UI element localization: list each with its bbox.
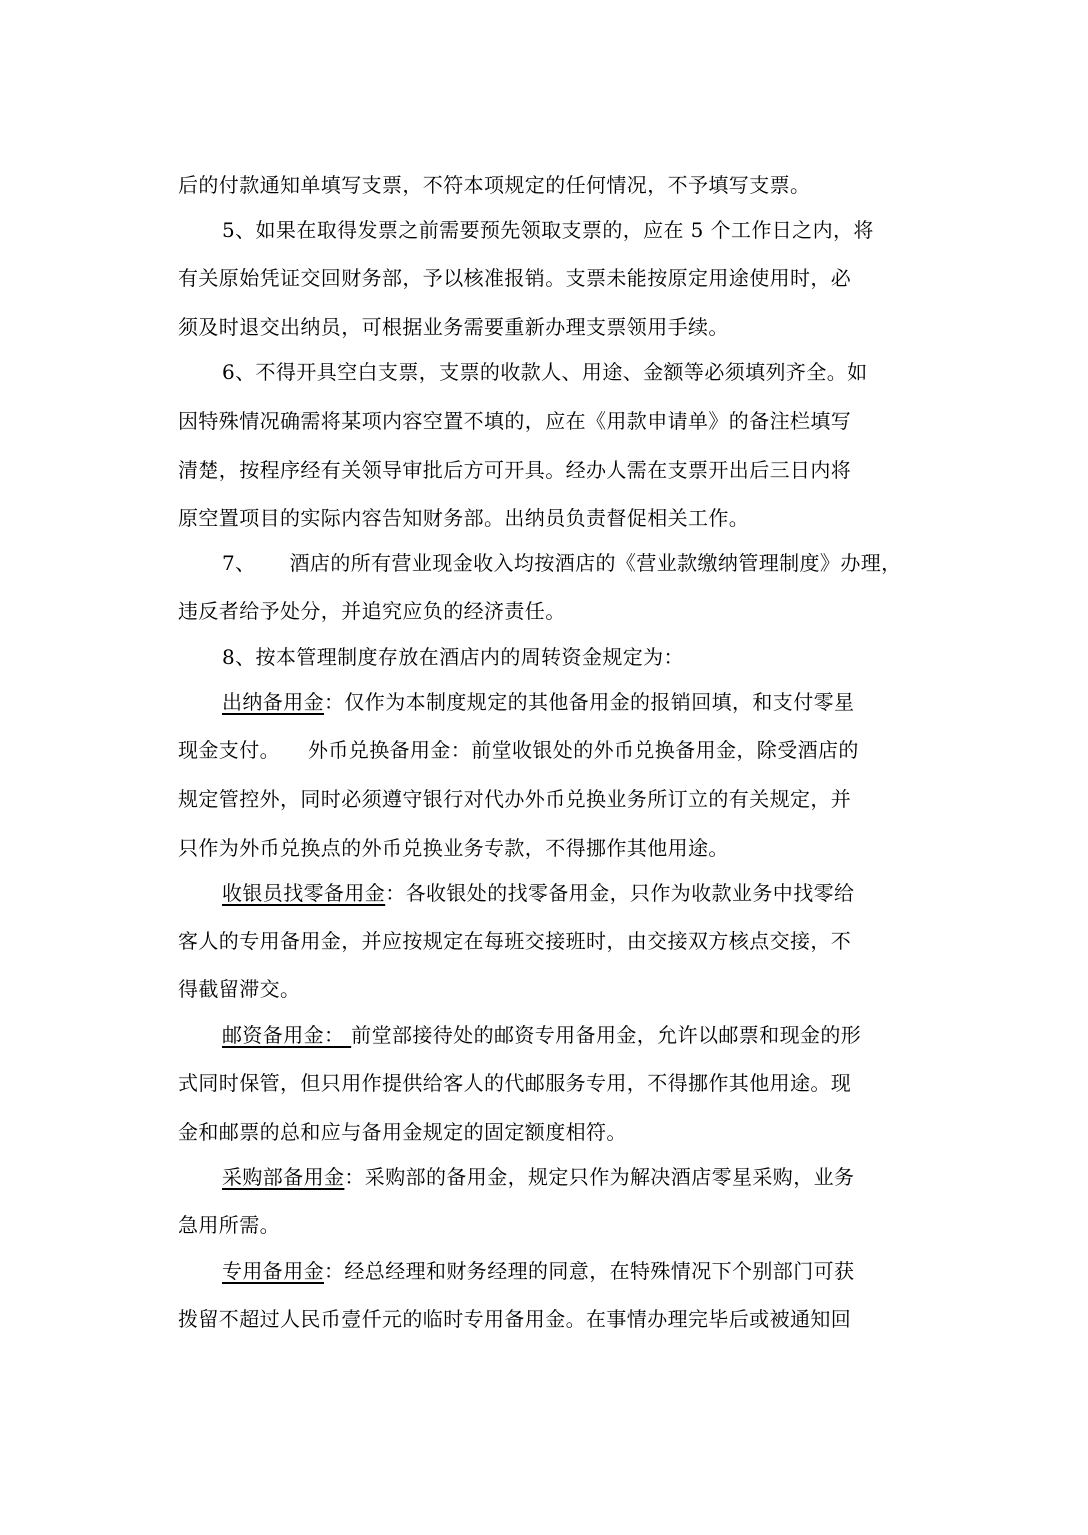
- text-line: [178, 315, 729, 339]
- text-span: ：各收银处的找零备用金，只作为收款业务中找零给: [385, 881, 855, 905]
- paragraph-8-line: [222, 645, 684, 669]
- text-line: [178, 458, 851, 482]
- purchasing-fund-line: [222, 1165, 854, 1189]
- text-line: [178, 599, 566, 623]
- text-span: 金和邮票的总和应与备用金规定的固定额度相符。: [178, 1120, 627, 1144]
- change-fund-line: [222, 881, 854, 905]
- text-span: 得截留滞交。: [178, 977, 301, 1001]
- text-span: 因特殊情况确需将某项内容空置不填的，应在《用款申请单》的备注栏填写: [178, 409, 852, 433]
- postage-fund-line: [222, 1023, 861, 1047]
- text-span: 5、如果在取得发票之前需要预先领取支票的，应在 5 个工作日之内，将: [222, 218, 874, 242]
- text-span: 规定管控外，同时必须遵守银行对代办外币兑换业务所订立的有关规定，并: [178, 787, 852, 811]
- text-line: [178, 787, 851, 811]
- text-span: 后的付款通知单填写支票，不符本项规定的任何情况，不予填写支票。: [178, 173, 811, 197]
- text-span: 急用所需。: [178, 1213, 280, 1237]
- text-span: ：经总经理和财务经理的同意，在特殊情况下个别部门可获: [324, 1259, 855, 1283]
- text-line: [178, 1071, 851, 1095]
- text-span: 拨留不超过人民币壹仟元的临时专用备用金。在事情办理完毕后或被通知回: [178, 1307, 852, 1331]
- text-span: 原空置项目的实际内容告知财务部。出纳员负责督促相关工作。: [178, 506, 750, 530]
- text-span: 客人的专用备用金，并应按规定在每班交接班时，由交接双方核点交接，不: [178, 929, 852, 953]
- change-fund-term: 收银员找零备用金: [222, 881, 386, 905]
- text-line: [178, 836, 729, 860]
- text-line: [178, 1120, 627, 1144]
- text-line: [178, 1213, 280, 1237]
- text-span: 前堂部接待处的邮资专用备用金，允许以邮票和现金的形: [351, 1023, 862, 1047]
- paragraph-6-line: [222, 360, 868, 384]
- paragraph-5-line: [222, 218, 874, 242]
- text-line: [178, 506, 749, 530]
- text-span: 式同时保管，但只用作提供给客人的代邮服务专用，不得挪作其他用途。现: [178, 1071, 852, 1095]
- item-number: 7、: [222, 551, 256, 575]
- text-span: ：采购部的备用金，规定只作为解决酒店零星采购，业务: [344, 1165, 855, 1189]
- text-span: 酒店的所有营业现金收入均按酒店的《营业款缴纳管理制度》办理，: [289, 551, 902, 575]
- text-span: 有关原始凭证交回财务部，予以核准报销。支票未能按原定用途使用时，必: [178, 266, 852, 290]
- text-line: [178, 929, 851, 953]
- text-span: 清楚，按程序经有关领导审批后方可开具。经办人需在支票开出后三日内将: [178, 458, 852, 482]
- text-line: [178, 977, 300, 1001]
- text-span: 外币兑换备用金：前堂收银处的外币兑换备用金，除受酒店的: [308, 738, 859, 762]
- text-span: 须及时退交出纳员，可根据业务需要重新办理支票领用手续。: [178, 315, 729, 339]
- text-span: 现金支付。: [178, 738, 280, 762]
- cashier-fund-line: [222, 690, 854, 714]
- text-span: 只作为外币兑换点的外币兑换业务专款，不得挪作其他用途。: [178, 836, 729, 860]
- purchasing-fund-term: 采购部备用金: [222, 1165, 345, 1189]
- text-span: ：仅作为本制度规定的其他备用金的报销回填，和支付零星: [324, 690, 855, 714]
- text-line: [178, 1307, 851, 1331]
- cashier-fund-term: 出纳备用金: [222, 690, 324, 714]
- special-fund-term: 专用备用金: [222, 1259, 324, 1283]
- paragraph-7-line: [222, 551, 902, 575]
- text-span: 违反者给予处分，并追究应负的经济责任。: [178, 599, 566, 623]
- special-fund-line: [222, 1259, 854, 1283]
- text-line: [178, 266, 851, 290]
- text-line: [178, 409, 851, 433]
- text-span: 6、不得开具空白支票，支票的收款人、用途、金额等必须填列齐全。如: [222, 360, 868, 384]
- postage-fund-term: 邮资备用金：: [222, 1023, 352, 1047]
- text-line: [178, 738, 859, 762]
- text-line: [178, 173, 810, 197]
- text-span: 8、按本管理制度存放在酒店内的周转资金规定为：: [222, 645, 684, 669]
